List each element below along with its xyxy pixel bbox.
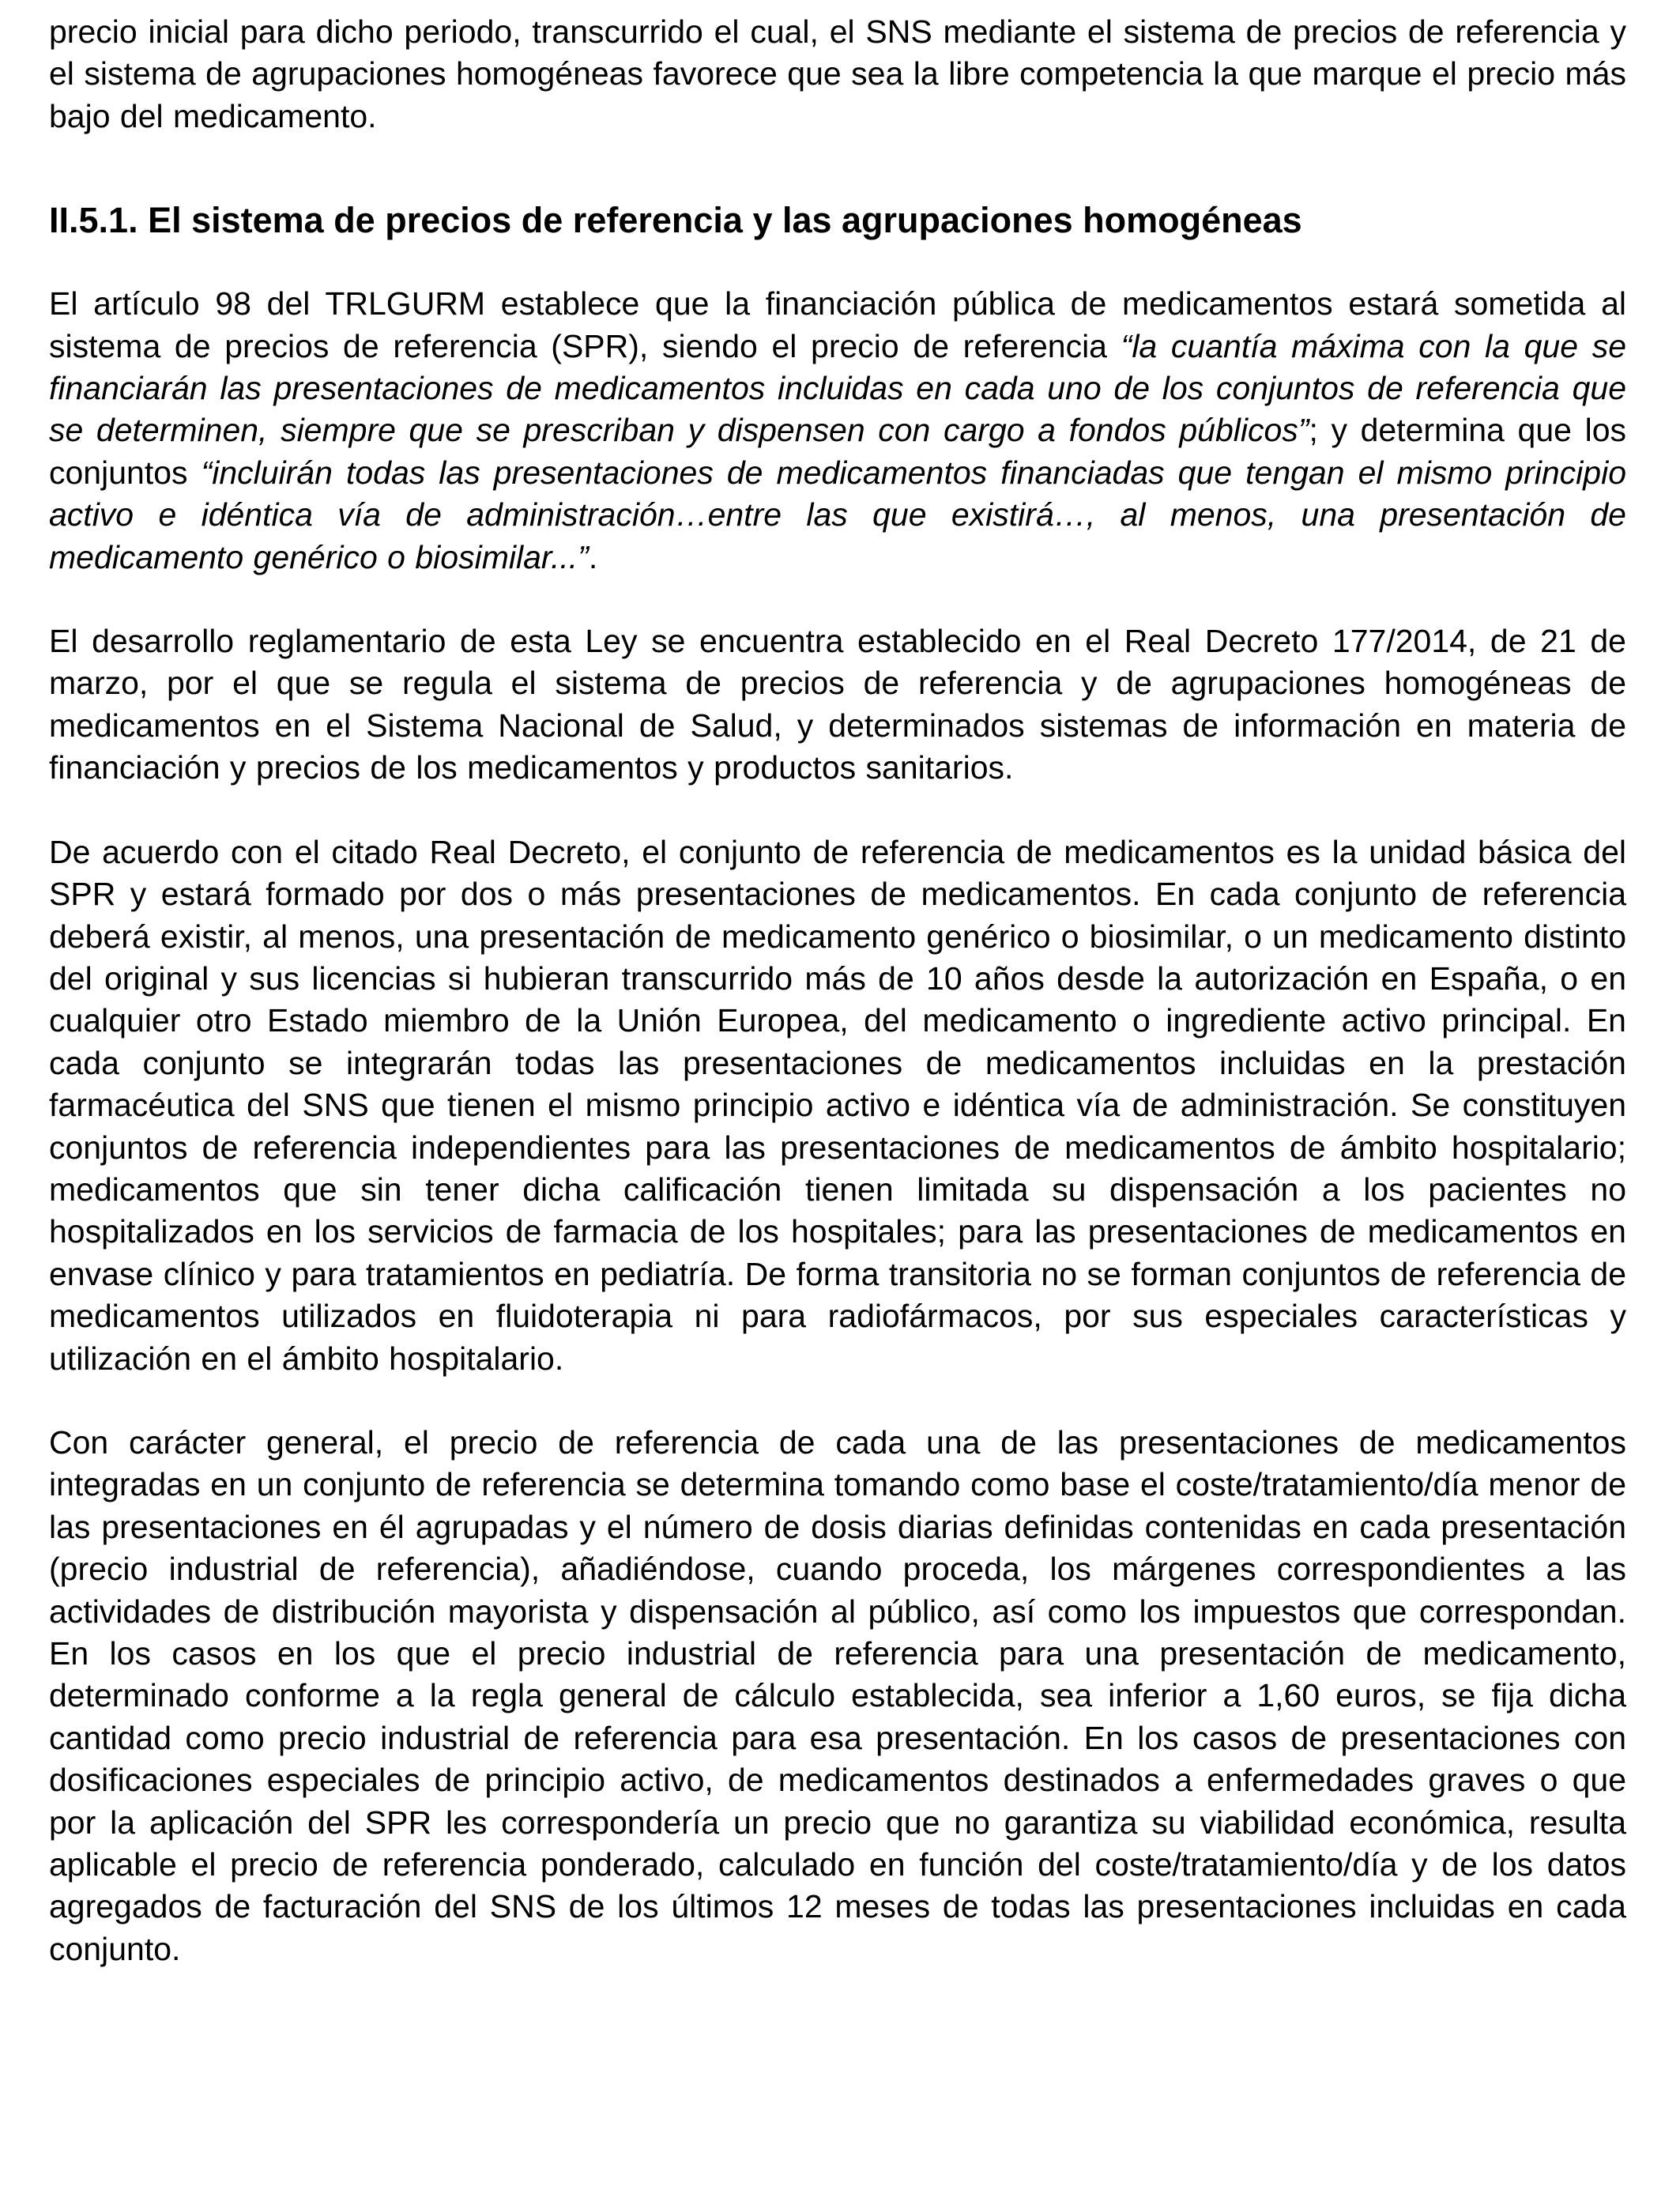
paragraph-conjunto-referencia: De acuerdo con el citado Real Decreto, el conjunto de referencia de medicamentos es la unidad básica del SPR y estará formado por dos o más presentaciones de medicamentos. En cada conjunto de referencia deberá existir, al menos, una presentación de medicamento genérico o biosimilar, o un medicamento distinto del original y sus licencias si hubieran transcurrido más de 10 años desde la autorización en España, o en cualquier otro Estado miembro de la Unión Europea, del medicamento o ingrediente activo principal. En cada conjunto se integrarán todas las presentaciones de medicamentos incluidas en la prestación farmacéutica del SNS que tienen el mismo principio activo e idéntica vía de administración. Se constituyen conjuntos de referencia independientes para las presentaciones de medicamentos de ámbito hospitalario; medicamentos que sin tener dicha calificación tienen limitada su dispensación a los pacientes no hospitalizados en los servicios de farmacia de los hospitales; para las presentaciones de medicamentos en envase clínico y para tratamientos en pediatría. De forma transitoria no se forman conjuntos de referencia de medicamentos utilizados en fluidoterapia ni para radiofármacos, por sus especiales características y utilización en el ámbito hospitalario.	[49, 833, 1626, 1377]
paragraph-articulo-98	[49, 283, 1626, 579]
paragraph-real-decreto: El desarrollo reglamentario de esta Ley se encuentra establecido en el Real Decreto 177/2014, de 21 de marzo, por el que se regula el sistema de precios de referencia y de agrupaciones homogéneas de medicamentos en el Sistema Nacional de Salud, y determinados sistemas de información en materia de financiación y precios de los medicamentos y productos sanitarios.	[49, 623, 1626, 786]
articulo-quote-1: “la cuantía máxima con la que se financiarán las presentaciones de medicamentos incluidas en cada uno de los conjuntos de referencia que se determinen, siempre que se prescriban y dispensen con cargo a fondos públicos”	[49, 327, 1627, 449]
articulo-text-3: .	[588, 538, 598, 575]
articulo-text-2: ; y determina que los conjuntos	[49, 412, 1626, 491]
paragraph-intro: precio inicial para dicho periodo, transcurrido el cual, el SNS mediante el sistema de precios de referencia y el sistema de agrupaciones homogéneas favorece que sea la libre competencia la que marque el precio más bajo del medicamento.	[49, 13, 1626, 134]
paragraph-precio-referencia: Con carácter general, el precio de referencia de cada una de las presentaciones de medicamentos integradas en un conjunto de referencia se determina tomando como base el coste/tratamiento/día menor de las presentaciones en él agrupadas y el número de dosis diarias definidas contenidas en cada presentación (precio industrial de referencia), añadiéndose, cuando proceda, los márgenes correspondientes a las actividades de distribución mayorista y dispensación al público, así como los impuestos que correspondan. En los casos en los que el precio industrial de referencia para una presentación de medicamento, determinado conforme a la regla general de cálculo establecida, sea inferior a 1,60 euros, se fija dicha cantidad como precio industrial de referencia para esa presentación. En los casos de presentaciones con dosificaciones especiales de principio activo, de medicamentos destinados a enfermedades graves o que por la aplicación del SPR les correspondería un precio que no garantiza su viabilidad económica, resulta aplicable el precio de referencia ponderado, calculado en función del coste/tratamiento/día y de los datos agregados de facturación del SNS de los últimos 12 meses de todas las presentaciones incluidas en cada conjunto.	[49, 1423, 1626, 1967]
document-page	[49, 11, 1626, 1970]
articulo-text-1: El artículo 98 del TRLGURM establece que la financiación pública de medicamentos estará sometida al sistema de precios de referencia (SPR), siendo el precio de referencia	[49, 285, 1626, 364]
articulo-quote-2: “incluirán todas las presentaciones de medicamentos financiadas que tengan el mismo principio activo e idéntica vía de administración…entre las que existirá…, al menos, una presentación de medicamento genérico o biosimilar...”	[49, 454, 1626, 575]
section-heading: II.5.1. El sistema de precios de referencia y las agrupaciones homogéneas	[49, 200, 1302, 241]
